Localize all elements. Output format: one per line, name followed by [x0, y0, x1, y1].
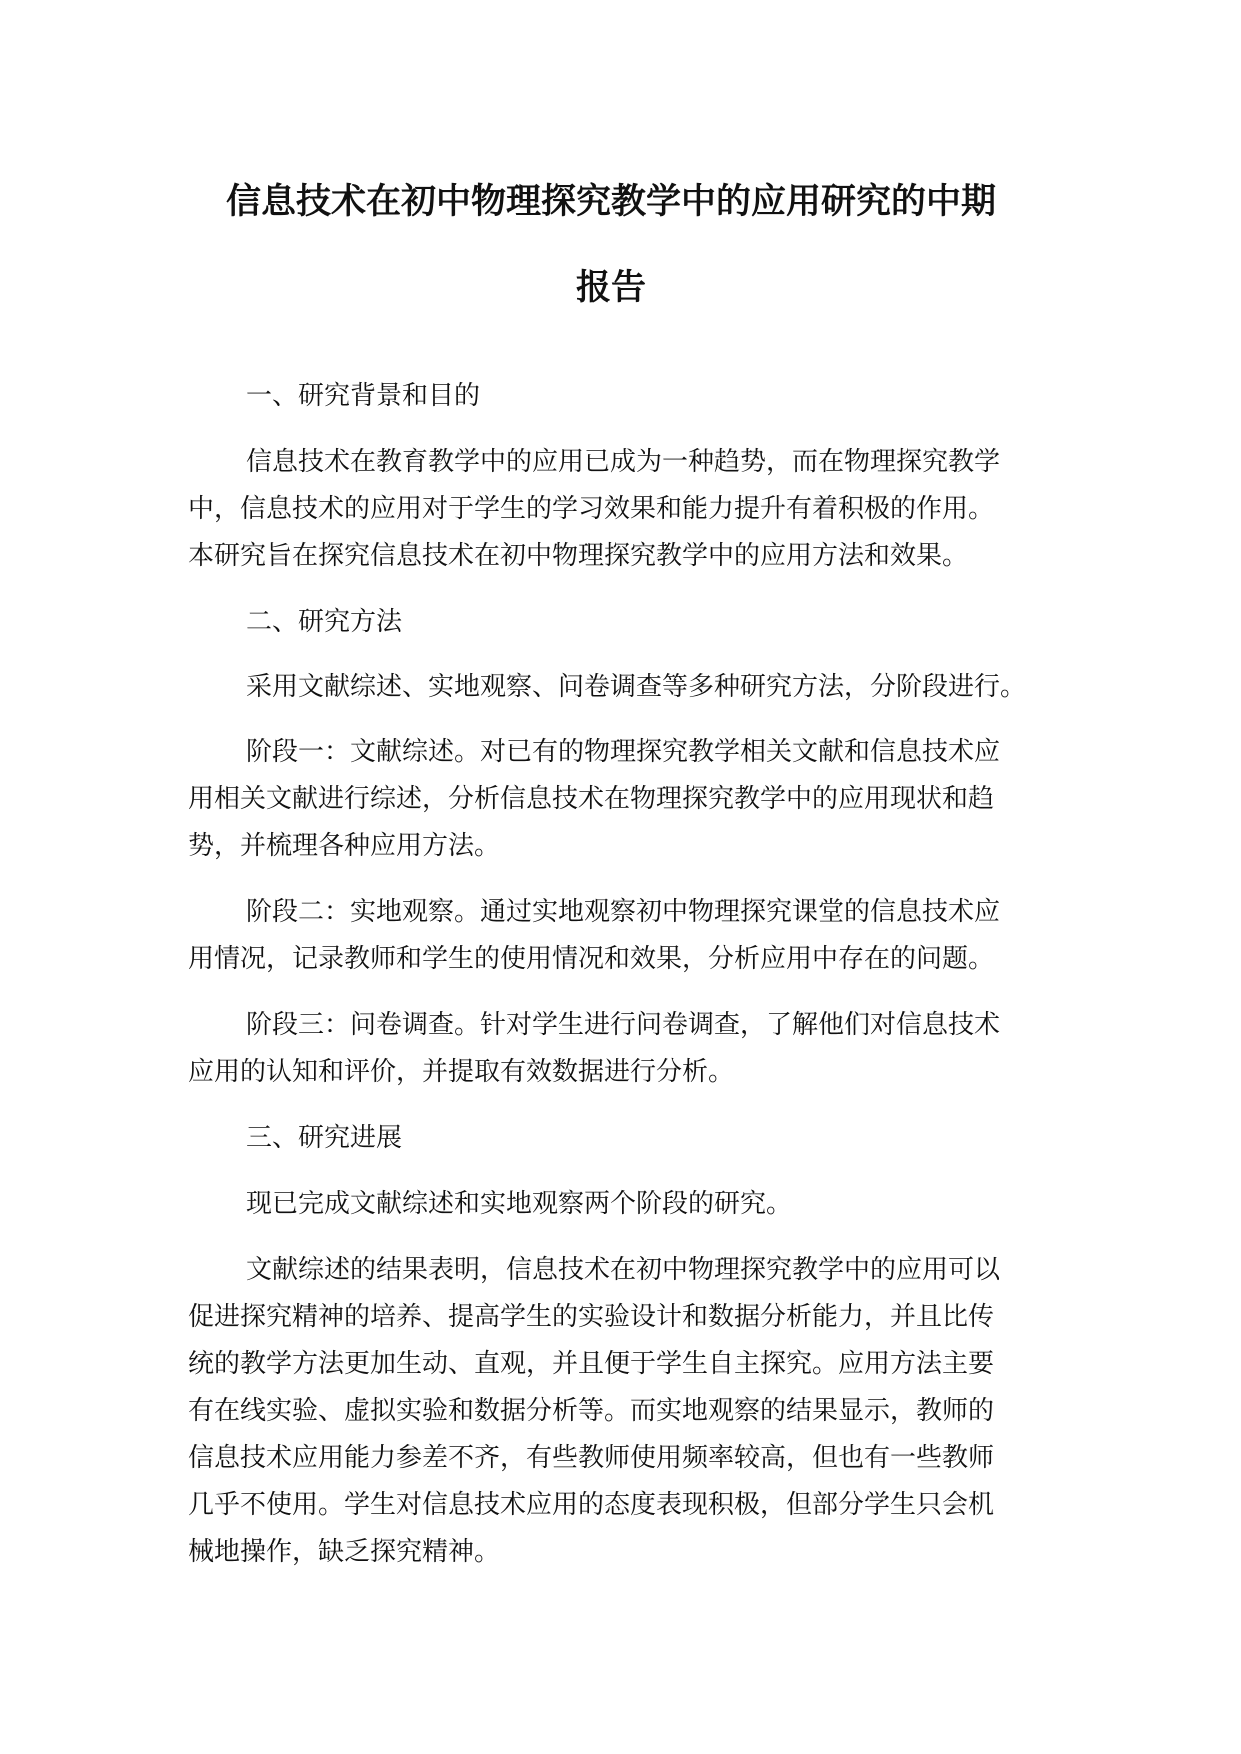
document-title-line-2: 报告	[575, 268, 646, 308]
paragraph-line: 信息技术应用能力参差不齐，有些教师使用频率较高，但也有一些教师	[188, 1443, 995, 1473]
section-heading: 二、研究方法	[246, 607, 403, 637]
paragraph-line: 促进探究精神的培养、提高学生的实验设计和数据分析能力，并且比传	[188, 1302, 995, 1332]
paragraph-line: 应用的认知和评价，并提取有效数据进行分析。	[188, 1057, 735, 1087]
paragraph-line: 文献综述的结果表明，信息技术在初中物理探究教学中的应用可以	[246, 1255, 1001, 1285]
paragraph-line: 有在线实验、虚拟实验和数据分析等。而实地观察的结果显示，教师的	[188, 1396, 995, 1426]
paragraph-line: 阶段二：实地观察。通过实地观察初中物理探究课堂的信息技术应	[246, 897, 1001, 927]
paragraph-line: 信息技术在教育教学中的应用已成为一种趋势，而在物理探究教学	[246, 447, 1001, 477]
paragraph-line: 械地操作，缺乏探究精神。	[188, 1537, 501, 1567]
paragraph-line: 几乎不使用。学生对信息技术应用的态度表现积极，但部分学生只会机	[188, 1490, 995, 1520]
document-title-line-1: 信息技术在初中物理探究教学中的应用研究的中期	[225, 182, 996, 222]
paragraph-line: 势，并梳理各种应用方法。	[188, 831, 501, 861]
paragraph-line: 现已完成文献综述和实地观察两个阶段的研究。	[246, 1189, 793, 1219]
paragraph-line: 阶段三：问卷调查。针对学生进行问卷调查，了解他们对信息技术	[246, 1010, 1001, 1040]
paragraph-line: 中，信息技术的应用对于学生的学习效果和能力提升有着积极的作用。	[188, 494, 995, 524]
paragraph-line: 阶段一：文献综述。对已有的物理探究教学相关文献和信息技术应	[246, 737, 1001, 767]
section-heading: 三、研究进展	[246, 1123, 403, 1153]
paragraph-line: 统的教学方法更加生动、直观，并且便于学生自主探究。应用方法主要	[188, 1349, 995, 1379]
section-heading: 一、研究背景和目的	[246, 381, 481, 411]
paragraph-line: 用情况，记录教师和学生的使用情况和效果，分析应用中存在的问题。	[188, 944, 995, 974]
paragraph-line: 本研究旨在探究信息技术在初中物理探究教学中的应用方法和效果。	[188, 541, 969, 571]
paragraph-line: 用相关文献进行综述，分析信息技术在物理探究教学中的应用现状和趋	[188, 784, 995, 814]
paragraph-line: 采用文献综述、实地观察、问卷调查等多种研究方法，分阶段进行。	[246, 672, 1027, 702]
